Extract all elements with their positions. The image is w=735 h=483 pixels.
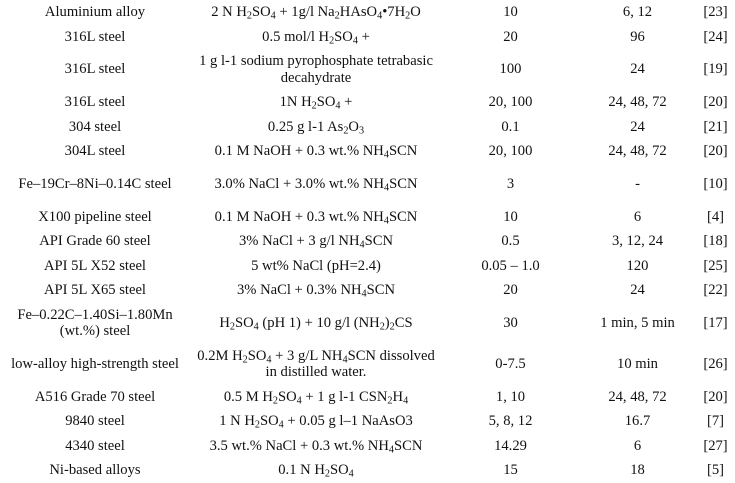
reference-cell: [24]: [703, 28, 728, 45]
current-density-cell: 3: [506, 175, 515, 192]
solution-cell: 3% NaCl + 3 g/l $NH_4SCN$: [238, 233, 393, 251]
solution-cell: 3.5 wt.% NaCl + 0.3 wt.% $NH_4SCN$: [209, 437, 423, 456]
table-row: [0, 254, 735, 279]
reference-cell: [20]: [703, 388, 728, 405]
reference-cell: [18]: [703, 233, 728, 249]
table-row: [0, 164, 735, 205]
charging-time-cell: 24: [630, 282, 645, 298]
table-row: [0, 139, 735, 164]
material-cell: Fe–0.22C–1.40Si–1.80Mn (wt.%) steel: [17, 306, 173, 339]
solution-cell: 0.5 M $H_2SO_4 + 1$ g l-1 $CSN_2H_4$: [223, 388, 409, 407]
charging-time-cell: 96: [630, 28, 645, 45]
charging-time-cell: 6, 12: [622, 4, 653, 20]
charging-time-cell: 120: [626, 257, 649, 274]
solution-cell: 2 N $H_2SO_4 + 1g/l$ $Na_2HAsO_4•7H_2O$: [211, 4, 421, 22]
reference-cell: [26]: [703, 355, 728, 372]
charging-time-cell: 24, 48, 72: [608, 143, 667, 159]
table-row: [0, 409, 735, 434]
table-row: [0, 458, 735, 483]
charging-time-cell: 1 min, 5 min: [600, 314, 675, 331]
material-cell: API 5L X52 steel: [43, 257, 146, 274]
solution-cell: 3% NaCl + 0.3% $NH_4SCN$: [236, 282, 396, 300]
solution-cell: 0.1 N $H_2SO_4$: [278, 462, 354, 480]
table-row: [0, 344, 735, 385]
charging-time-cell: 24: [630, 61, 645, 78]
reference-cell: [7]: [706, 413, 725, 429]
current-density-cell: 15: [503, 462, 518, 478]
reference-cell: [19]: [703, 61, 728, 78]
reference-cell: [23]: [703, 4, 728, 20]
charging-time-cell: 24, 48, 72: [608, 94, 667, 110]
reference-cell: [10]: [703, 175, 728, 192]
material-cell: 316L steel: [64, 28, 126, 45]
charging-time-cell: 10 min: [617, 355, 658, 372]
solution-cell: 1N $H_2SO_4$ +: [279, 94, 353, 112]
material-cell: 4340 steel: [65, 437, 125, 454]
table-row: [0, 90, 735, 115]
table-row: [0, 25, 735, 50]
table-row: [0, 205, 735, 230]
solution-cell: 0.1 M NaOH + 0.3 wt.% $NH_4SCN$: [214, 143, 418, 161]
solution-cell: 1 N $H_2SO_4 + 0.05$ g l–1 NaAsO3: [219, 413, 413, 431]
material-cell: X100 pipeline steel: [38, 208, 152, 225]
table-row: [0, 115, 735, 140]
table-row: [0, 0, 735, 25]
reference-cell: [21]: [703, 118, 728, 135]
current-density-cell: 0-7.5: [495, 355, 526, 372]
material-cell: API Grade 60 steel: [39, 233, 151, 249]
material-cell: API 5L X65 steel: [43, 282, 146, 298]
reference-cell: [17]: [703, 314, 728, 331]
material-cell: 9840 steel: [65, 413, 125, 429]
reference-cell: [22]: [703, 282, 728, 298]
reference-cell: [20]: [703, 143, 728, 159]
material-cell: 304 steel: [68, 118, 122, 135]
table-row: [0, 303, 735, 344]
material-cell: Aluminium alloy: [44, 4, 146, 20]
table-row: [0, 434, 735, 459]
current-density-cell: 1, 10: [495, 388, 526, 405]
current-density-cell: 5, 8, 12: [488, 413, 533, 429]
solution-cell: 0.1 M NaOH + 0.3 wt.% $NH_4SCN$: [214, 208, 418, 227]
table-row: [0, 385, 735, 410]
solution-cell: 5 wt% NaCl (pH=2.4): [251, 257, 381, 274]
current-density-cell: 20: [503, 282, 518, 298]
current-density-cell: 20, 100: [488, 94, 533, 110]
charging-time-cell: 24: [630, 118, 645, 135]
material-cell: Ni-based alloys: [49, 462, 141, 478]
solution-cell: 0.5 mol/l $H_2SO_4$ +: [262, 28, 370, 47]
table-row: [0, 49, 735, 90]
reference-cell: [25]: [703, 257, 728, 274]
charging-time-cell: 18: [630, 462, 645, 478]
reference-cell: [20]: [703, 94, 728, 110]
solution-cell: 3.0% NaCl + 3.0% wt.% $NH_4SCN$: [214, 175, 418, 194]
table-row: [0, 278, 735, 303]
reference-cell: [4]: [706, 208, 725, 225]
current-density-cell: 100: [499, 61, 522, 78]
solution-cell: $H_2SO_4$ (pH 1) + 10 g/l $(NH_2)_2CS$: [219, 314, 413, 333]
current-density-cell: 0.05 – 1.0: [481, 257, 540, 274]
charging-time-cell: -: [635, 175, 640, 192]
charging-time-cell: 16.7: [624, 413, 651, 429]
table-row: [0, 229, 735, 254]
current-density-cell: 30: [503, 314, 518, 331]
charging-time-cell: 6: [633, 437, 642, 454]
solution-cell: 0.25 g l-1 $As_2O_3$: [267, 118, 365, 137]
current-density-cell: 0.1: [501, 118, 520, 135]
current-density-cell: 20, 100: [488, 143, 533, 159]
reference-cell: [5]: [706, 462, 725, 478]
solution-cell: 1 g l-1 sodium pyrophosphate tetrabasic decahydrate: [199, 53, 433, 86]
reference-cell: [27]: [703, 437, 728, 454]
current-density-cell: 10: [503, 208, 518, 225]
solution-cell: 0.2M $H_2SO_4 + 3$ g/L $NH_4SCN$ dissolved in distilled water.: [197, 347, 435, 380]
current-density-cell: 10: [503, 4, 518, 20]
charging-time-cell: 6: [633, 208, 642, 225]
material-cell: 316L steel: [64, 94, 126, 110]
charging-time-cell: 24, 48, 72: [608, 388, 667, 405]
material-cell: A516 Grade 70 steel: [34, 388, 156, 405]
material-cell: 316L steel: [64, 61, 126, 78]
current-density-cell: 20: [503, 28, 518, 45]
charging-time-cell: 3, 12, 24: [611, 233, 664, 249]
material-cell: 304L steel: [64, 143, 126, 159]
material-cell: Fe–19Cr–8Ni–0.14C steel: [18, 175, 172, 192]
current-density-cell: 14.29: [494, 437, 527, 454]
material-cell: low-alloy high-strength steel: [11, 355, 179, 372]
current-density-cell: 0.5: [501, 233, 520, 249]
